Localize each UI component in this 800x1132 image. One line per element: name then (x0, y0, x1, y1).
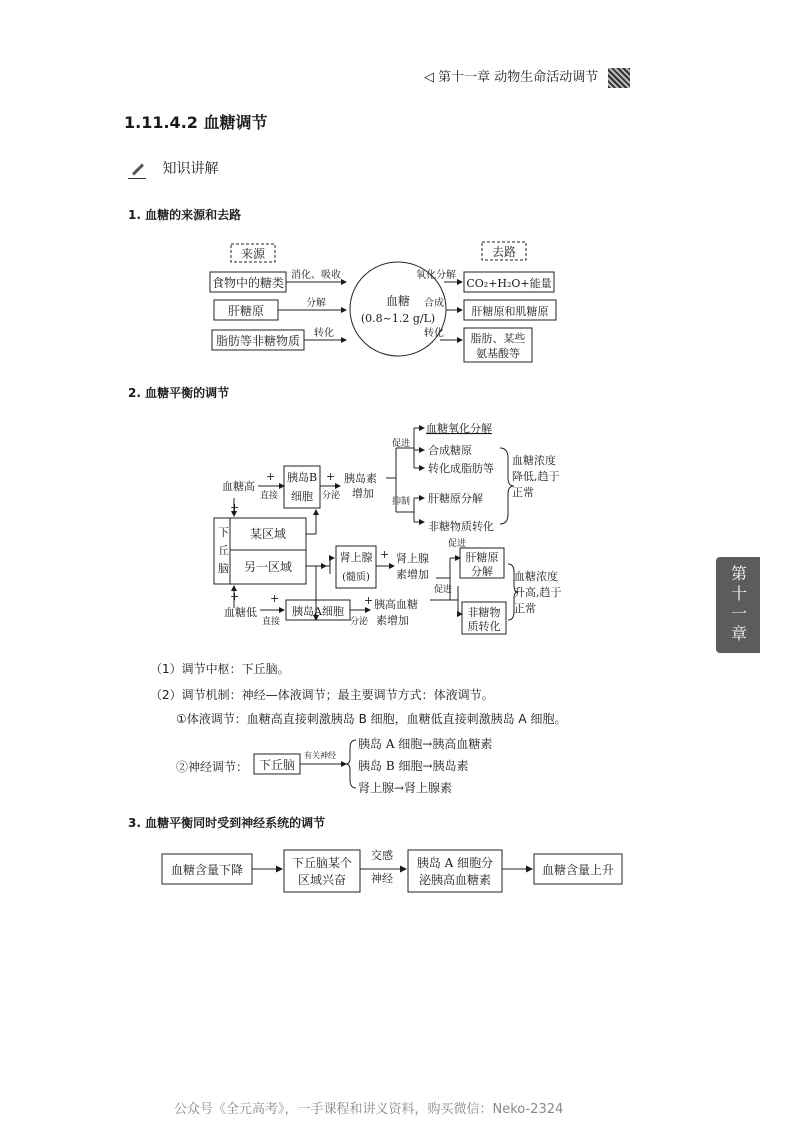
hypo-char-1: 下 (218, 526, 229, 539)
header-chapter: 第十一章 (438, 70, 491, 85)
result-1: 血糖氧化分解 (426, 422, 492, 435)
dest-1: CO₂+H₂O+能量 (466, 277, 552, 290)
knowledge-title: 知识讲解 (162, 161, 219, 177)
arrow-label-3: 转化 (314, 328, 334, 339)
label-secrete-1: 分泌 (322, 491, 341, 501)
center-range: (0.8~1.2 g/L) (360, 312, 436, 325)
result-low-a: 血糖浓度 (514, 570, 558, 583)
adrenal-1: 肾上腺 (339, 551, 373, 564)
nonsugar-2: 质转化 (467, 620, 501, 633)
neural-label: ②神经调节： (176, 760, 249, 774)
adr-hormone-1: 肾上腺 (396, 552, 429, 565)
flow-3a: 胰岛 A 细胞分 (416, 856, 494, 870)
nerve-label: 有关神经 (304, 751, 336, 760)
area-2: 另一区域 (243, 560, 293, 574)
result-low-c: 正常 (514, 602, 536, 615)
label-promote-2: 促进 (448, 539, 467, 549)
chapter-side-tab: 第十一章 (716, 557, 760, 653)
area-1: 某区域 (249, 527, 287, 541)
flow-1: 血糖含量下降 (170, 863, 244, 877)
glycogen-1: 肝糖原 (465, 551, 499, 564)
result-2: 合成糖原 (428, 444, 472, 457)
result-high-c: 正常 (512, 486, 534, 499)
dest-label: 去路 (491, 245, 517, 259)
flow-nerve-2: 神经 (371, 872, 393, 885)
paragraph-1: （1）调节中枢：下丘脑。 (150, 662, 290, 676)
arrow-label-6: 转化 (424, 328, 444, 339)
result-3: 转化成脂肪等 (428, 462, 494, 475)
dest-2: 肝糖原和肌糖原 (471, 305, 549, 318)
result-high-a: 血糖浓度 (512, 454, 556, 467)
plus-5: + (230, 590, 240, 603)
plus-3: + (230, 501, 240, 514)
dest-3b: 氨基酸等 (476, 347, 520, 360)
cell-a: 胰岛A细胞 (292, 605, 344, 618)
hypo-char-2: 丘 (218, 544, 229, 557)
running-header (424, 66, 630, 88)
source-3: 脂肪等非糖物质 (215, 334, 301, 348)
hypo-char-3: 脑 (218, 562, 229, 575)
plus-7: + (364, 594, 374, 607)
arrow-label-2: 分解 (306, 298, 326, 309)
footer-watermark: 公众号《全元高考》，一手课程和讲义资料，购买微信：Neko-2324 (174, 1102, 564, 1117)
header-title: 动物生命活动调节 (494, 70, 599, 85)
nonsugar-1: 非糖物 (467, 606, 501, 619)
arrow-label-4: 氧化分解 (416, 270, 456, 281)
flow-2b: 区域兴奋 (297, 873, 347, 887)
adr-hormone-2: 素增加 (396, 568, 429, 581)
glucagon-1: 胰高血糖 (374, 598, 418, 611)
source-2: 肝糖原 (227, 304, 265, 318)
plus-1: + (266, 470, 276, 483)
result-4: 肝糖原分解 (428, 492, 483, 505)
qr-code-icon (608, 68, 630, 88)
center-label: 血糖 (385, 294, 411, 308)
plus-6: + (270, 592, 280, 605)
flow-2a: 下丘脑某个 (291, 856, 353, 870)
result-low-b: 升高,趋于 (514, 586, 562, 599)
dest-3a: 脂肪、某些 (470, 332, 526, 345)
paragraph-2: （2）调节机制：神经—体液调节；最主要调节方式：体液调节。 (150, 688, 494, 702)
cell-b-1: 胰岛B (286, 471, 318, 484)
plus-2: + (326, 470, 336, 483)
neural-line-1: 胰岛 A 细胞→胰高血糖素 (358, 737, 493, 751)
label-secrete-2: 分泌 (350, 617, 369, 627)
paragraph-3: ①体液调节：血糖高直接刺激胰岛 B 细胞，血糖低直接刺激胰岛 A 细胞。 (176, 712, 567, 726)
label-promote-3: 促进 (434, 585, 453, 595)
heading-1: 1. 血糖的来源和去路 (128, 208, 242, 222)
knowledge-heading (128, 158, 218, 179)
diagram-regulation (210, 418, 590, 644)
arrow-label-1: 消化、吸收 (291, 270, 341, 281)
pencil-icon (128, 160, 146, 179)
header-mark: ◁ (424, 70, 434, 85)
diagram-neural (170, 734, 550, 800)
label-inhibit: 抑制 (392, 497, 411, 507)
plus-4: + (380, 548, 390, 561)
source-label: 来源 (240, 247, 266, 261)
flow-4: 血糖含量上升 (541, 863, 615, 877)
label-direct-2: 直接 (262, 617, 281, 627)
arrow-label-5: 合成 (424, 298, 444, 309)
section-title: 1.11.4.2 血糖调节 (124, 113, 268, 132)
flow-3b: 泌胰高血糖素 (418, 873, 492, 887)
neural-line-3: 肾上腺→肾上腺素 (358, 781, 453, 795)
glycogen-2: 分解 (471, 565, 493, 578)
neural-line-2: 胰岛 B 细胞→胰岛素 (358, 759, 469, 773)
label-high: 血糖高 (222, 480, 255, 493)
label-low: 血糖低 (224, 606, 257, 619)
heading-3: 3. 血糖平衡同时受到神经系统的调节 (128, 816, 326, 830)
insulin-1: 胰岛素 (344, 472, 377, 485)
diagram-blood-sugar-source (200, 238, 570, 368)
flow-nerve-1: 交感 (371, 849, 393, 862)
result-high-b: 降低,趋于 (512, 470, 560, 483)
result-5: 非糖物质转化 (428, 520, 494, 533)
heading-2: 2. 血糖平衡的调节 (128, 386, 230, 400)
glucagon-2: 素增加 (376, 614, 409, 627)
insulin-2: 增加 (352, 487, 374, 500)
adrenal-2: (髓质) (342, 572, 370, 583)
label-promote-1: 促进 (392, 439, 411, 449)
hypo-label: 下丘脑 (258, 758, 296, 772)
cell-b-2: 细胞 (291, 490, 313, 503)
source-1: 食物中的糖类 (211, 276, 285, 290)
diagram-flow (156, 842, 626, 898)
label-direct-1: 直接 (260, 491, 279, 501)
